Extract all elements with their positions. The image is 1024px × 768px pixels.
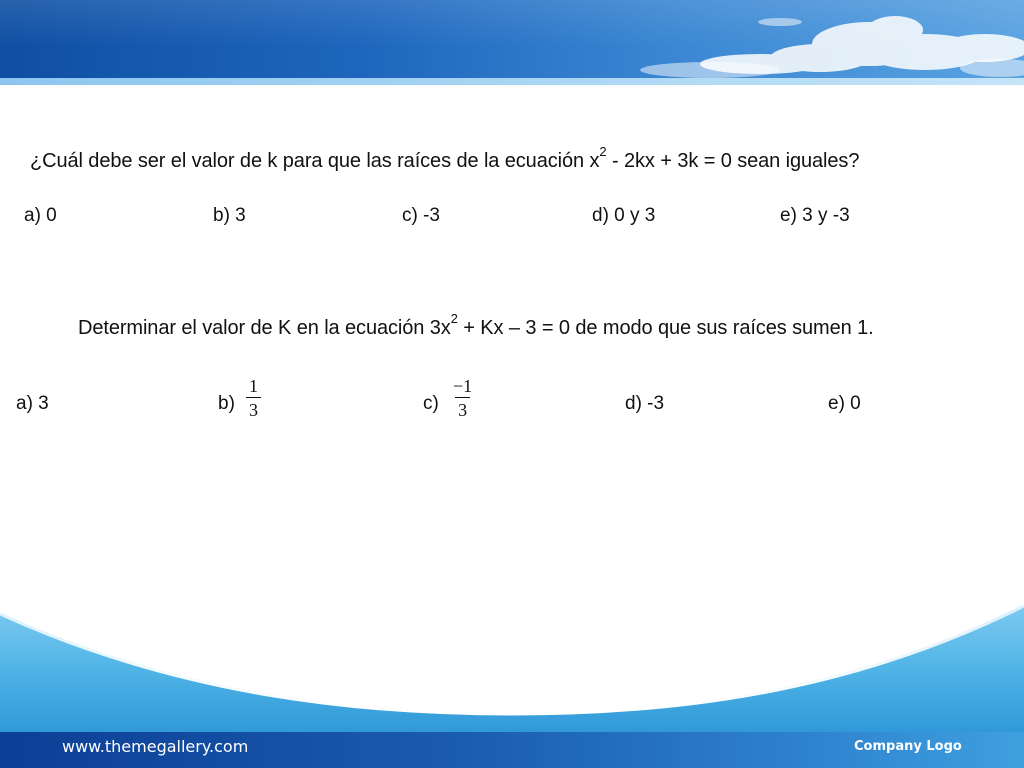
question-1 xyxy=(30,144,860,173)
question-1-option-a: a) 0 xyxy=(24,205,57,226)
question-1-option-b: b) 3 xyxy=(213,205,246,226)
question-2-option-a: a) 3 xyxy=(16,393,49,414)
question-1-text-before: ¿Cuál debe ser el valor de k para que las raíces de la ecuación x xyxy=(30,150,600,172)
question-1-option-c: c) -3 xyxy=(402,205,440,226)
company-logo: Company Logo xyxy=(854,739,962,754)
question-1-option-e: e) 3 y -3 xyxy=(780,205,850,226)
header-stripe xyxy=(0,78,1024,85)
question-2-option-e: e) 0 xyxy=(828,393,861,414)
question-2-text-after: + Kx – 3 = 0 de modo que sus raíces sumen 1. xyxy=(457,317,874,339)
question-1-exponent: 2 xyxy=(599,144,607,160)
question-2-option-d: d) -3 xyxy=(625,393,665,414)
question-2-option-c-fraction xyxy=(450,376,475,420)
clouds-decoration xyxy=(0,0,1024,80)
question-2-option-b-label: b) xyxy=(218,393,235,414)
fraction-numerator: 1 xyxy=(249,376,258,396)
question-1-text-after: - 2kx + 3k = 0 sean iguales? xyxy=(606,150,860,172)
question-2-exponent: 2 xyxy=(450,311,458,327)
fraction-denominator: 3 xyxy=(246,397,261,420)
question-2-option-b-fraction xyxy=(246,376,261,420)
bottom-wave-decoration xyxy=(0,596,1024,736)
question-2 xyxy=(78,311,874,340)
footer-url[interactable]: www.themegallery.com xyxy=(62,737,249,756)
question-2-text-before: Determinar el valor de K en la ecuación 3x xyxy=(78,317,451,339)
fraction-denominator: 3 xyxy=(455,397,470,420)
question-2-option-c-label: c) xyxy=(423,393,439,414)
fraction-numerator: −1 xyxy=(453,376,473,396)
question-1-option-d: d) 0 y 3 xyxy=(592,205,656,226)
